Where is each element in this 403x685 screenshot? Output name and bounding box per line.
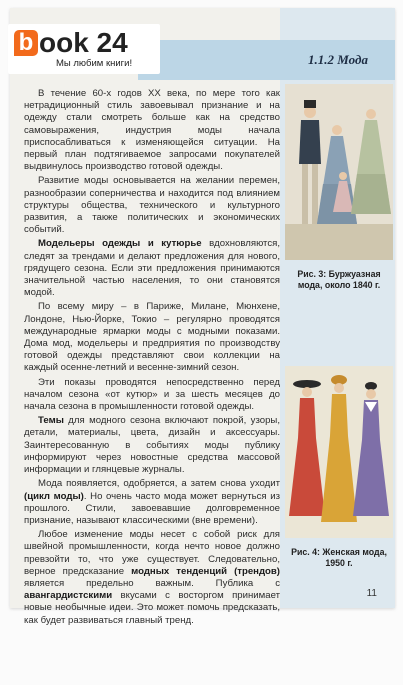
bold-term: авангардистскими: [24, 590, 113, 602]
book24-logo[interactable]: [8, 24, 160, 74]
bold-term: Темы: [38, 415, 64, 427]
bold-term: модных тенденций (трендов): [131, 565, 280, 577]
book-page: [10, 8, 395, 626]
page-number: 11: [366, 588, 377, 599]
paragraph: По всему миру – в Париже, Милане, Мюнхене, Лондоне, Нью-Йорке, Токио – регулярно проводятся международные ярмарки моды с модными показами. Дома мод, модельеры и предприятия по производству готовой одежды представляют свои коллекции на каждый осенне-летний и весенне-зимний сезон.: [24, 301, 280, 374]
logo-tagline: Мы любим книги!: [56, 58, 133, 69]
fashion-1840-illustration: [285, 84, 393, 260]
paragraph: Мода появляется, одобряется, а затем снова уходит (цикл моды). Но очень часто мода может вернуться из прошлого. Стили, завоевавшие долговременное признание, называют классическими (вне времени).: [24, 478, 280, 526]
fashion-1950-illustration: [285, 366, 393, 538]
paragraph: Развитие моды основывается на желании перемен, разнообразии соперничества и находится под влиянием структуры общества, технического и культурного развития, а также политических и экономических событий.: [24, 175, 280, 236]
logo-b-icon: b: [14, 30, 38, 56]
paragraph: Эти показы проводятся непосредственно перед началом сезона «от кутюр» и за шесть месяцев до начала сезона в промышленности готовой одежды.: [24, 376, 280, 413]
chapter-header: [138, 40, 395, 80]
figure-caption: Рис. 3: Буржуазная мода, около 1840 г.: [297, 269, 381, 290]
paragraph: Любое изменение моды несет с собой риск для швейной промышленности, когда нечто новое должно превзойти то, что уже существует. Следовательно, верное предсказание модных тенденций (трендов) является предельно важным. Публика с авангардистскими вкусами с восторгом принимает новые необычные идеи. Это может помочь предсказать, как будет развиваться главный тренд.: [24, 529, 280, 626]
bold-term: (цикл моды): [24, 490, 84, 502]
figure-women-fashion-1950: [285, 366, 393, 569]
body-text: [24, 88, 280, 629]
paragraph: В течение 60-х годов XX века, по мере того как нетрадиционный стиль завоевывал признание и на одежду стали смотреть больше как на средство самовыражения, индустрия моды начала приспосабливаться к изменяющейся ситуации. На первый план подтягиваемое запросами покупателей выдвинулось производство готовой одежды.: [24, 88, 280, 173]
figure-caption: Рис. 4: Женская мода, 1950 г.: [291, 547, 387, 568]
bold-term: Модельеры одежды и кутюрье: [38, 238, 202, 250]
paragraph: Модельеры одежды и кутюрье вдохновляются, следят за трендами и делают предложения для нового, грядущего сезона. Если эти предложения принимаются значительной частью населения, то они становятся модой.: [24, 238, 280, 299]
paragraph: Темы для модного сезона включают покрой, узоры, детали, материалы, цвета, дизайн и аксессуары. Заинтересованную в событиях моды публику информируют через новостные средства массовой информации и глянцевые журналы.: [24, 415, 280, 476]
figure-bourgeois-fashion: [285, 84, 393, 291]
section-title: 1.1.2 Мода: [308, 52, 368, 67]
logo-wordmark: b ook 24: [14, 27, 128, 59]
